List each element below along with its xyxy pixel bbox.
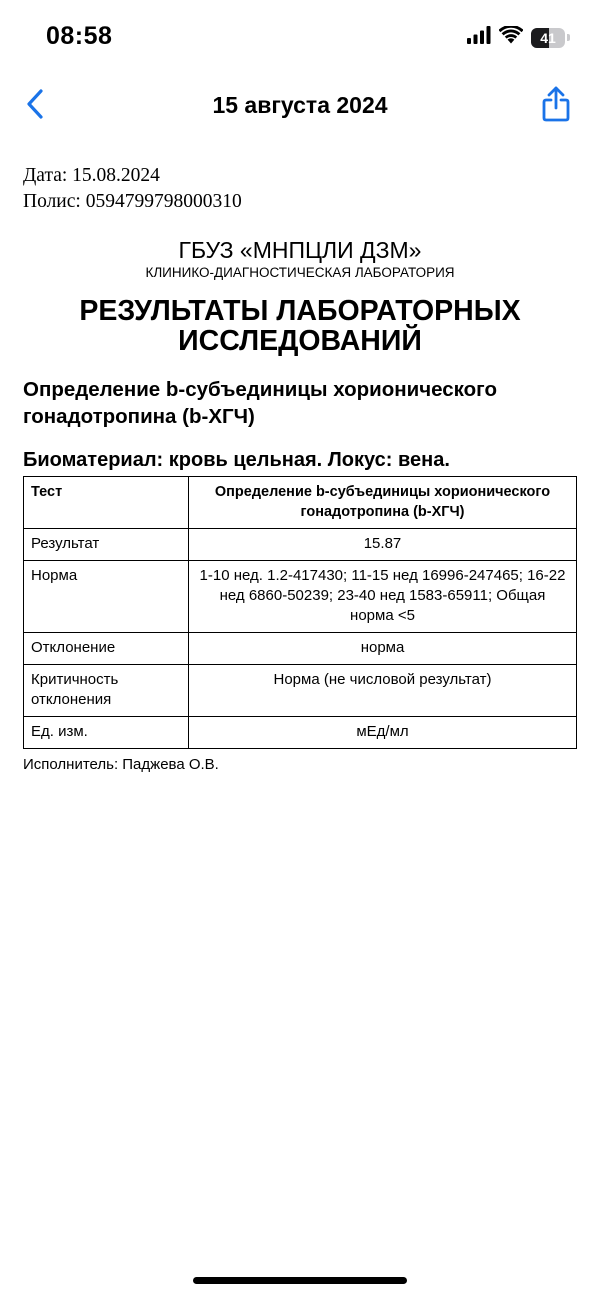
table-row [24,561,577,633]
biomaterial-line: Биоматериал: кровь цельная. Локус: вена. [23,449,450,471]
header-value-cell: Определение b-субъединицы хорионического гонадотропина (b-ХГЧ) [189,477,577,529]
table-row [24,717,577,749]
cellular-signal-icon [467,26,491,49]
organization-name: ГБУЗ «МНПЦЛИ ДЗМ» [178,237,422,263]
nav-bar [0,80,600,132]
battery-level: 41 [540,29,556,46]
policy-line: Полис: 0594799798000310 [23,191,242,212]
results-table [23,476,577,749]
row-label: Норма [24,561,189,633]
row-value: Норма (не числовой результат) [189,665,577,717]
table-row [24,633,577,665]
header-label-cell: Тест [24,477,189,529]
table-header-row [24,477,577,529]
row-value: 15.87 [189,529,577,561]
row-label: Результат [24,529,189,561]
status-bar [0,0,600,74]
document-title: РЕЗУЛЬТАТЫ ЛАБОРАТОРНЫХ ИССЛЕДОВАНИЙ [79,295,521,357]
row-value: норма [189,633,577,665]
date-line: Дата: 15.08.2024 [23,165,160,186]
row-value: 1-10 нед. 1.2-417430; 11-15 нед 16996-247465; 16-22 нед 6860-50239; 23-40 нед 1583-65911; Общая норма <5 [189,561,577,633]
status-time: 08:58 [46,22,113,50]
home-indicator[interactable] [193,1277,407,1284]
row-value: мЕд/мл [189,717,577,749]
battery-cap [567,34,570,41]
battery-icon [531,28,565,48]
share-icon [541,86,571,127]
test-title: Определение b-субъединицы хорионического гонадотропина (b-ХГЧ) [23,378,497,428]
lab-document [23,163,577,775]
wifi-icon [499,26,523,49]
row-label: Отклонение [24,633,189,665]
table-row [24,665,577,717]
status-icons [467,26,570,49]
table-row [24,529,577,561]
row-label: Критичность отклонения [24,665,189,717]
row-label: Ед. изм. [24,717,189,749]
organization-subtitle: КЛИНИКО-ДИАГНОСТИЧЕСКАЯ ЛАБОРАТОРИЯ [145,265,455,280]
nav-title: 15 августа 2024 [212,92,388,118]
share-button[interactable] [538,86,574,126]
performer-line: Исполнитель: Паджева О.В. [23,756,219,773]
